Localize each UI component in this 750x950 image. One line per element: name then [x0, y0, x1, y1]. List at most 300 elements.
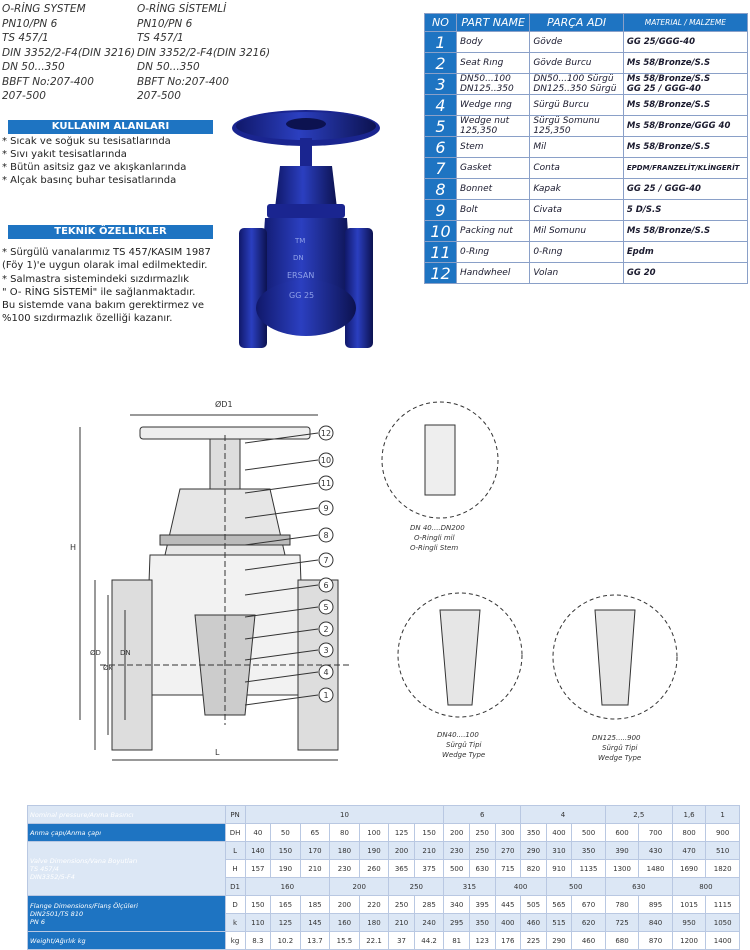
d-value: 200 [330, 896, 360, 914]
flange-label-line: Flange Dimensions/Flanş Ölçüleri [30, 901, 138, 910]
k-value: 240 [414, 914, 444, 932]
k-value: 180 [359, 914, 389, 932]
weight-value: 13.7 [300, 932, 330, 950]
l-value: 140 [245, 842, 271, 860]
d-value: 670 [572, 896, 606, 914]
d1-value: 400 [495, 878, 546, 896]
parts-row [425, 242, 748, 263]
dn-value: 250 [469, 824, 495, 842]
d-value: 895 [639, 896, 673, 914]
part-number [425, 179, 457, 200]
k-value: 840 [639, 914, 673, 932]
parts-row [425, 116, 748, 137]
pn-value: 1 [706, 806, 740, 824]
tech-line: " O- RİNG SİSTEMİ" ile sağlanmaktadır. [2, 286, 196, 298]
header-part-name: PART NAME [457, 14, 530, 32]
dn-value: 350 [521, 824, 547, 842]
d-value: 1115 [706, 896, 740, 914]
parts-row [425, 95, 748, 116]
h-value: 1135 [572, 860, 606, 878]
part-mat-text: GG 25 / GGG-40 [626, 184, 701, 194]
h-value: 910 [546, 860, 572, 878]
cast-marking: TM [295, 237, 306, 245]
tech-title: TEKNİK ÖZELLİKLER [8, 225, 213, 239]
parts-table [424, 13, 748, 284]
h-value: 190 [271, 860, 301, 878]
callout-number: 2 [323, 625, 329, 634]
usage-item: * Sıcak ve soğuk su tesisatlarında [2, 136, 171, 147]
part-en [457, 179, 530, 200]
header-parca-adi: PARÇA ADI [530, 14, 624, 32]
d1-value: 630 [605, 878, 672, 896]
k-value: 725 [605, 914, 639, 932]
part-en [457, 74, 530, 95]
l-value: 170 [300, 842, 330, 860]
h-value: 230 [330, 860, 360, 878]
l-value: 250 [469, 842, 495, 860]
part-en [457, 200, 530, 221]
part-mat-text: Ms 58/Bronze/GGG 40 [626, 121, 731, 131]
d-value: 565 [546, 896, 572, 914]
part-number [425, 137, 457, 158]
part-mat [623, 137, 747, 158]
dn-value: 500 [572, 824, 606, 842]
part-number [425, 221, 457, 242]
part-mat-text: Ms 58/Bronze/S.S [626, 58, 711, 68]
callout-number: 12 [320, 429, 332, 438]
l-value: 150 [271, 842, 301, 860]
weight-value: 176 [495, 932, 521, 950]
parts-row [425, 74, 748, 95]
part-mat [623, 53, 747, 74]
part-mat [623, 221, 747, 242]
d1-value: 500 [546, 878, 605, 896]
weight-value: 225 [521, 932, 547, 950]
part-tr-text: Conta [533, 163, 560, 173]
d-value: 780 [605, 896, 639, 914]
detail2-caption: Wedge Type [442, 751, 486, 759]
spec-line: O-RİNG SYSTEM [2, 3, 86, 15]
d-value: 185 [300, 896, 330, 914]
part-tr-text: DN50...100 Sürgü [533, 74, 614, 84]
part-number [425, 200, 457, 221]
spec-line: PN10/PN 6 [2, 17, 58, 30]
dn-value: 700 [639, 824, 673, 842]
dims-row [28, 896, 740, 914]
callout-number: 11 [320, 479, 332, 488]
part-en [457, 158, 530, 179]
part-mat [623, 200, 747, 221]
tech-line: Bu sistemde vana bakım gerektirmez ve [2, 300, 205, 312]
spec-line: O-RİNG SİSTEMLİ [137, 3, 227, 15]
d-value: 165 [271, 896, 301, 914]
spec-line: 207-500 [137, 90, 181, 102]
usage-item: * Sıvı yakıt tesisatlarında [2, 149, 127, 160]
weight-value: 1400 [706, 932, 740, 950]
spec-line: DIN 3352/2-F4(DIN 3216) [2, 46, 136, 59]
valve-label-line: TS 457/4 [30, 864, 59, 873]
part-en-text: 0-Rıng [460, 247, 490, 257]
parts-header-row [425, 14, 748, 32]
k-value: 460 [521, 914, 547, 932]
part-tr-text: Volan [533, 268, 559, 278]
part-number [425, 263, 457, 284]
spec-line: DN 50...350 [137, 61, 200, 73]
part-number-text: 5 [435, 116, 446, 136]
weight-value: 81 [444, 932, 470, 950]
flange-label-line: PN 6 [30, 917, 45, 926]
part-en-text: Wedge nut [460, 116, 510, 126]
parts-row [425, 179, 748, 200]
part-number-text: 2 [435, 53, 446, 73]
d-value: 220 [359, 896, 389, 914]
part-number-text: 12 [430, 263, 451, 283]
spec-turkish [137, 2, 270, 104]
k-value: 160 [330, 914, 360, 932]
usage-item: * Bütün asitsiz gaz ve akışkanlarında [2, 162, 187, 173]
h-symbol: H [225, 860, 245, 878]
usage-list [2, 135, 214, 187]
k-value: 210 [389, 914, 415, 932]
k-value: 110 [245, 914, 271, 932]
part-tr-text: Sürgü Burcu [533, 100, 589, 110]
part-en [457, 53, 530, 74]
k-value: 145 [300, 914, 330, 932]
callout-number: 9 [323, 504, 329, 513]
spec-line: 207-500 [2, 90, 46, 102]
dn-symbol: DH [225, 824, 245, 842]
part-mat-text: Ms 58/Bronze/S.S [626, 226, 711, 236]
k-value: 950 [672, 914, 706, 932]
h-value: 630 [469, 860, 495, 878]
part-en-text: Gasket [460, 163, 492, 173]
h-value: 210 [300, 860, 330, 878]
callout-number: 5 [323, 603, 329, 612]
d-symbol: D [225, 896, 245, 914]
part-tr [530, 32, 624, 53]
part-tr-text-2: 125,350 [533, 126, 571, 136]
l-value: 470 [672, 842, 706, 860]
dn-value: 65 [300, 824, 330, 842]
dn-value: 400 [546, 824, 572, 842]
callout-number: 7 [323, 556, 329, 565]
dims-row [28, 806, 740, 824]
h-value: 157 [245, 860, 271, 878]
d-value: 340 [444, 896, 470, 914]
part-mat-text: Ms 58/Bronze/S.S [626, 142, 711, 152]
k-value: 515 [546, 914, 572, 932]
part-tr-text: Mil Somunu [533, 226, 587, 236]
detail3-caption: DN125.....900 [592, 734, 641, 742]
tech-line: (Föy 1)'e uygun olarak imal edilmektedir. [2, 260, 208, 272]
part-mat-text: Epdm [626, 247, 654, 257]
k-value: 620 [572, 914, 606, 932]
d-value: 1015 [672, 896, 706, 914]
part-mat-text: 5 D/S.S [626, 205, 662, 215]
weight-value: 123 [469, 932, 495, 950]
part-tr [530, 242, 624, 263]
d1-value: 800 [672, 878, 739, 896]
dn-value: 50 [271, 824, 301, 842]
header-no: NO [425, 14, 457, 32]
spec-line: TS 457/1 [137, 32, 184, 44]
k-symbol: k [225, 914, 245, 932]
part-tr-text: Sürgü Somunu [533, 116, 600, 126]
part-mat-text: GG 20 [626, 268, 656, 278]
dims-row [28, 842, 740, 860]
weight-symbol: kg [225, 932, 245, 950]
l-value: 200 [389, 842, 415, 860]
parts-row [425, 263, 748, 284]
parts-body [425, 32, 748, 284]
part-tr-text: Mil [533, 142, 547, 152]
tech-line: * Sürgülü vanalarımız TS 457/KASIM 1987 [2, 247, 211, 258]
dims-row [28, 824, 740, 842]
part-en-text: Bolt [460, 205, 478, 215]
callout-number: 6 [323, 581, 329, 590]
part-number [425, 242, 457, 263]
h-value: 1300 [605, 860, 639, 878]
dn-value: 100 [359, 824, 389, 842]
d-value: 505 [521, 896, 547, 914]
part-en-text-2: DN125..350 [460, 84, 514, 94]
parts-row [425, 200, 748, 221]
ok-label: Øk [103, 664, 113, 672]
k-value: 1050 [706, 914, 740, 932]
header-material: MATERIAL / MALZEME [623, 14, 747, 32]
part-number-text: 3 [435, 74, 446, 94]
k-value: 125 [271, 914, 301, 932]
h-value: 375 [414, 860, 444, 878]
pn-value: 2,5 [605, 806, 672, 824]
h-value: 1820 [706, 860, 740, 878]
d1-value: 200 [330, 878, 389, 896]
part-tr-text: Kapak [533, 184, 561, 194]
spec-line: PN10/PN 6 [137, 17, 193, 30]
parts-row [425, 221, 748, 242]
part-mat-text: GG 25/GGG-40 [626, 37, 695, 47]
callout-number: 10 [320, 456, 332, 465]
part-mat [623, 116, 747, 137]
h-value: 1480 [639, 860, 673, 878]
pn-value: 1,6 [672, 806, 706, 824]
h-value: 1690 [672, 860, 706, 878]
tech-line: * Salmastra sistemindeki sızdırmazlık [2, 273, 189, 285]
part-en-text: Handwheel [460, 268, 511, 278]
part-mat [623, 242, 747, 263]
k-value: 400 [495, 914, 521, 932]
h-value: 500 [444, 860, 470, 878]
h-value: 715 [495, 860, 521, 878]
part-en-text: Seat Rıng [460, 58, 504, 68]
weight-value: 10.2 [271, 932, 301, 950]
part-mat [623, 263, 747, 284]
cast-marking: DN [293, 254, 304, 262]
pn-label: Nominal pressure/Anma Basıncı [28, 806, 226, 824]
part-tr [530, 158, 624, 179]
dn-value: 600 [605, 824, 639, 842]
detail1-caption: O-Ringli Stem [410, 544, 459, 552]
part-number-text: 6 [435, 137, 446, 157]
part-mat-text: Ms 58/Bronze/S.S [626, 100, 711, 110]
part-en-text: Body [460, 37, 483, 47]
part-tr [530, 200, 624, 221]
part-mat [623, 179, 747, 200]
weight-value: 37 [389, 932, 415, 950]
l-value: 190 [359, 842, 389, 860]
part-en [457, 242, 530, 263]
od-label: ØD [90, 649, 101, 657]
detail3-caption: Sürgü Tipi [602, 744, 638, 752]
spec-english [2, 2, 135, 104]
part-en-text: Packing nut [460, 226, 513, 236]
dn-value: 80 [330, 824, 360, 842]
dn-value: 900 [706, 824, 740, 842]
spec-line: TS 457/1 [2, 32, 49, 44]
k-value: 295 [444, 914, 470, 932]
part-tr-text: Gövde [533, 37, 563, 47]
l-value: 310 [546, 842, 572, 860]
h-value: 260 [359, 860, 389, 878]
callout-leader [245, 483, 318, 493]
part-number [425, 116, 457, 137]
dn-value: 300 [495, 824, 521, 842]
part-en-text: Wedge rıng [460, 100, 512, 110]
dn-value: 800 [672, 824, 706, 842]
h-value: 820 [521, 860, 547, 878]
d-value: 445 [495, 896, 521, 914]
l-value: 290 [521, 842, 547, 860]
part-mat [623, 158, 747, 179]
parts-row [425, 32, 748, 53]
l-value: 270 [495, 842, 521, 860]
d-value: 285 [414, 896, 444, 914]
od1-label: ØD1 [215, 400, 233, 409]
pn-value: 4 [521, 806, 606, 824]
weight-value: 680 [605, 932, 639, 950]
weight-value: 44.2 [414, 932, 444, 950]
detail1-caption: O-Ringli mil [414, 534, 455, 542]
spec-line: BBFT No:207-400 [2, 75, 94, 88]
part-tr [530, 179, 624, 200]
part-mat [623, 74, 747, 95]
part-number [425, 53, 457, 74]
spec-line: DN 50...350 [2, 61, 65, 73]
flange-dimensions-label [28, 896, 226, 932]
spec-line: BBFT No:207-400 [137, 75, 229, 88]
part-tr-text: 0-Rıng [533, 247, 563, 257]
part-number-text: 7 [435, 158, 446, 178]
h-value: 365 [389, 860, 415, 878]
callout-number: 3 [323, 646, 329, 655]
dn-value: 150 [414, 824, 444, 842]
weight-value: 22.1 [359, 932, 389, 950]
pn-symbol: PN [225, 806, 245, 824]
part-tr [530, 53, 624, 74]
spec-line: DIN 3352/2-F4(DIN 3216) [137, 46, 271, 59]
dn-value: 200 [444, 824, 470, 842]
part-number [425, 158, 457, 179]
gate-valve-photo [225, 108, 387, 370]
dn-value: 125 [389, 824, 415, 842]
weight-value: 870 [639, 932, 673, 950]
part-en [457, 221, 530, 242]
dn-label: Anma çapı/Anma çapı [28, 824, 226, 842]
part-mat-text: EPDM/FRANZELİT/KLİNGERİT [626, 164, 740, 172]
weight-value: 290 [546, 932, 572, 950]
part-en-text: Stem [460, 142, 484, 152]
tech-line: %100 sızdırmazlık özelliği kazanır. [2, 313, 173, 325]
part-number-text: 8 [435, 179, 446, 199]
h-label: H [70, 543, 77, 552]
flange-label-line: DIN2501/TS 810 [30, 909, 84, 918]
weight-value: 460 [572, 932, 606, 950]
cast-marking: GG 25 [289, 291, 315, 300]
part-tr [530, 116, 624, 137]
detail3-caption: Wedge Type [598, 754, 642, 762]
dn-value: 40 [245, 824, 271, 842]
l-label: L [215, 748, 220, 757]
callout-number: 8 [323, 531, 329, 540]
cast-marking: ERSAN [287, 271, 315, 280]
l-value: 390 [605, 842, 639, 860]
l-value: 210 [414, 842, 444, 860]
d-value: 395 [469, 896, 495, 914]
part-tr [530, 95, 624, 116]
part-mat-text-2: GG 25 / GGG-40 [626, 84, 701, 94]
part-tr [530, 137, 624, 158]
part-mat [623, 32, 747, 53]
parts-row [425, 53, 748, 74]
d-value: 150 [245, 896, 271, 914]
part-number-text: 9 [435, 200, 446, 220]
usage-title: KULLANIM ALANLARI [8, 120, 213, 134]
part-en [457, 32, 530, 53]
part-tr [530, 74, 624, 95]
part-tr-text-2: DN125..350 Sürgü [533, 84, 617, 94]
d-value: 250 [389, 896, 415, 914]
part-number [425, 32, 457, 53]
pn-value: 6 [444, 806, 521, 824]
valve-label-line: DIN3352/5-F4 [30, 872, 75, 881]
l-value: 180 [330, 842, 360, 860]
l-value: 350 [572, 842, 606, 860]
parts-row [425, 158, 748, 179]
dn-label: DN [120, 649, 131, 657]
part-number-text: 4 [435, 95, 446, 115]
detail2-caption: DN40....100 [437, 731, 479, 739]
part-en [457, 263, 530, 284]
k-value: 350 [469, 914, 495, 932]
technical-drawing [0, 385, 750, 790]
part-en-text: DN50...100 [460, 74, 511, 84]
part-en [457, 116, 530, 137]
part-en [457, 95, 530, 116]
l-value: 230 [444, 842, 470, 860]
detail2-caption: Sürgü Tipi [446, 741, 482, 749]
part-tr [530, 221, 624, 242]
detail1-caption: DN 40....DN200 [410, 524, 465, 532]
d1-value: 315 [444, 878, 495, 896]
l-symbol: L [225, 842, 245, 860]
part-number-text: 10 [430, 221, 451, 241]
part-en-text: Bonnet [460, 184, 493, 194]
part-tr [530, 263, 624, 284]
dims-body [28, 806, 740, 950]
part-number-text: 11 [430, 242, 451, 262]
part-mat [623, 95, 747, 116]
tech-paragraph [2, 246, 214, 326]
